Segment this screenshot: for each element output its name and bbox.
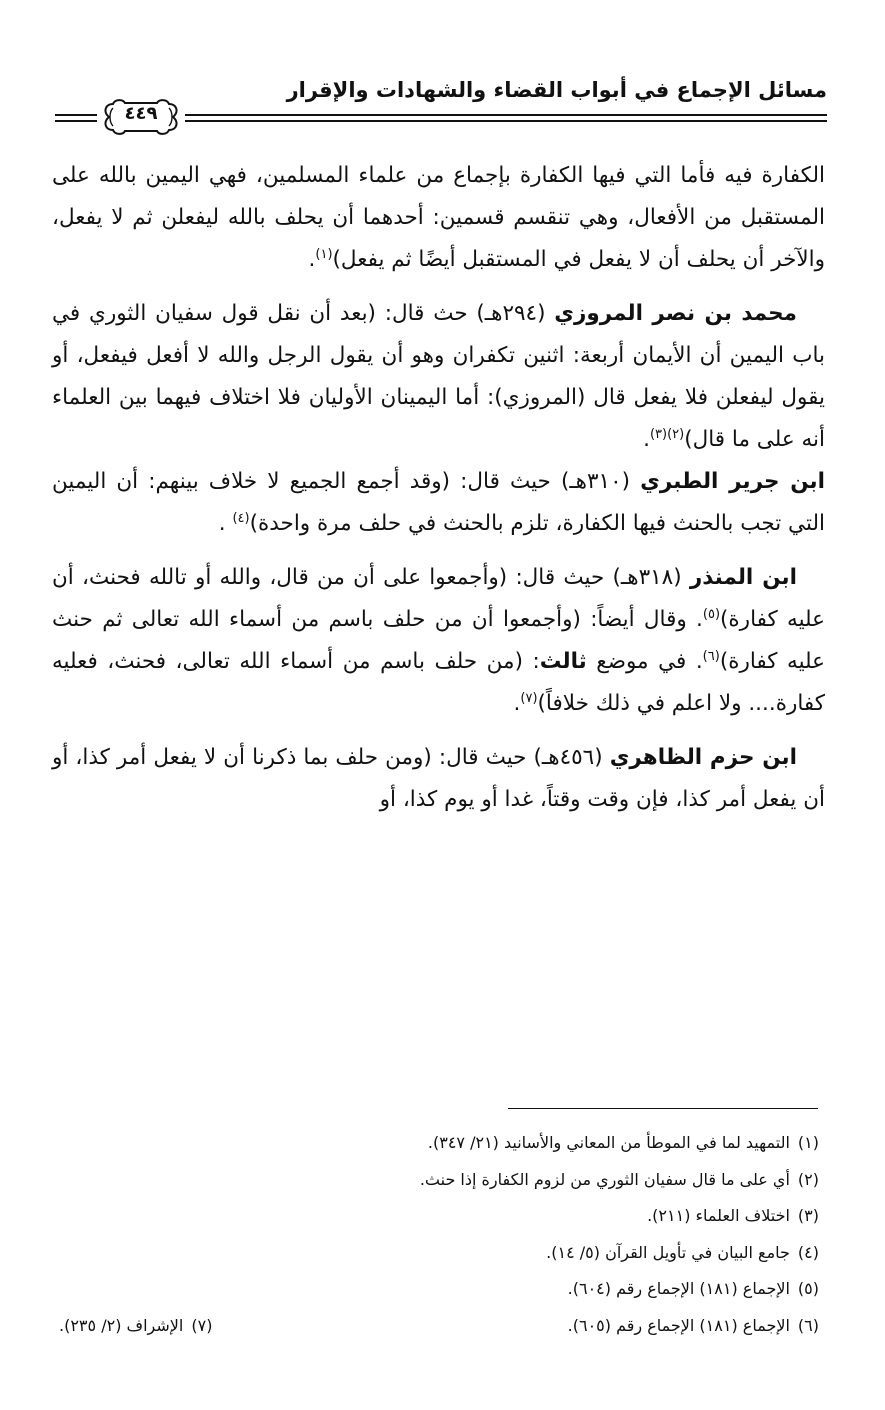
running-title: مسائل الإجماع في أبواب القضاء والشهادات والإقرار: [286, 78, 827, 102]
footnote-text: الإجماع (١٨١) الإجماع رقم (٦٠٤).: [567, 1279, 790, 1298]
footnote: [59, 1308, 212, 1345]
header-rule-left: [55, 114, 97, 116]
footnote-number: (٢): [797, 1169, 819, 1189]
scholar-name: ابن حزم الظاهري: [609, 745, 797, 770]
footnote: [59, 1271, 819, 1308]
footnote-text: أي على ما قال سفيان الثوري من لزوم الكفارة إذا حنث.: [419, 1169, 790, 1189]
bold-term: ثالث: [539, 649, 587, 674]
footnote-marker: (٢)(٣): [649, 426, 685, 442]
footnote-number: (٤): [797, 1242, 819, 1262]
paragraph-text: الكفارة فيه فأما التي فيها الكفارة بإجماع من علماء المسلمين، فهي اليمين بالله على المستقبل من الأفعال، وهي تنقسم قسمين: أحدهما أن يحلف بالله ليفعلن ثم لا يفعل، والآخر أن يحلف أن لا يفعل في المستقبل أيضًا ثم يفعل): [52, 163, 825, 272]
header-rule-left: [55, 120, 97, 122]
footnotes: [59, 1125, 819, 1344]
footnote-marker: (٥): [702, 606, 721, 622]
scholar-name: ابن المنذر: [689, 565, 797, 590]
footnote-text: جامع البيان في تأويل القرآن (٥/ ١٤).: [546, 1242, 790, 1262]
paragraph: [52, 461, 825, 545]
paragraph-text: (٣١٠هـ) حيث قال: (وقد أجمع الجميع لا خلاف بينهم: أن اليمين التي تجب بالحنث فيها الكفارة، تلزم بالحنث في حلف مرة واحدة): [52, 469, 825, 536]
footnote-text: الإجماع (١٨١) الإجماع رقم (٦٠٥).: [567, 1315, 790, 1335]
header-rule: [185, 114, 827, 116]
page-number-ornament: [99, 96, 183, 138]
paragraph-end: .: [308, 247, 316, 272]
paragraph-end: .: [218, 511, 233, 536]
paragraph: [52, 557, 825, 725]
footnote-marker: (٦): [702, 648, 720, 664]
paragraph-text: (٤٥٦هـ) حيث قال: (ومن حلف بما ذكرنا أن لا يفعل أمر كذا، أو أن يفعل أمر كذا، فإن وقت وقتاً، غدا أو يوم كذا، أو: [52, 745, 825, 812]
footnote-text: الإشراف (٢/ ٢٣٥).: [59, 1315, 184, 1335]
footnote-number: (٣): [797, 1206, 819, 1225]
footnote-separator: [508, 1108, 818, 1109]
paragraph: [52, 293, 825, 461]
paragraph-text: (٣١٨هـ) حيث قال: (وأجمعوا على أن من قال، والله أو تالله فحنث، أن عليه كفارة): [52, 565, 826, 632]
paragraph-text: : (من حلف باسم من أسماء الله تعالى، فحنث، فعليه كفارة.... ولا اعلم في ذلك خلافاً): [52, 649, 825, 716]
footnote-marker: (٤): [232, 510, 250, 526]
footnote-text: التمهيد لما في الموطأ من المعاني والأسانيد (٢١/ ٣٤٧).: [427, 1133, 790, 1152]
footnote-marker: (٧): [520, 690, 538, 706]
footnote: [59, 1162, 819, 1199]
paragraph-end: .: [643, 427, 650, 452]
footnote-marker: (١): [315, 246, 333, 262]
footnote: [59, 1308, 819, 1345]
scholar-name: ابن جرير الطبري: [640, 469, 825, 494]
footnote-number: (٥): [797, 1279, 819, 1298]
page-number: ٤٤٩: [124, 103, 158, 124]
paragraph: [52, 155, 825, 281]
paragraph-end: .: [513, 691, 521, 716]
paragraph-text: . وقال أيضاً: (وأجمعوا أن من حلف باسم من أسماء الله تعالى ثم حنث عليه كفارة): [52, 607, 826, 674]
footnote: [59, 1235, 819, 1272]
main-text: [52, 155, 825, 821]
footnote-number: (٦): [797, 1315, 819, 1335]
paragraph: [52, 737, 825, 821]
footnote-number: (١): [797, 1133, 819, 1152]
footnote: [59, 1125, 819, 1162]
paragraph-text: . في موضع: [586, 649, 703, 674]
footnote-text: اختلاف العلماء (٢١١).: [647, 1206, 790, 1225]
header-rule: [185, 120, 827, 122]
scholar-name: محمد بن نصر المروزي: [554, 301, 797, 326]
footnote: [59, 1198, 819, 1235]
footnote-number: (٧): [191, 1315, 213, 1335]
page-header: [55, 70, 827, 132]
paragraph-text: (٢٩٤هـ) حث قال: (بعد أن نقل قول سفيان الثوري في باب اليمين أن الأيمان أربعة: اثنين تكفران وهو أن يقول الرجل والله لا أفعل فيفعل، أو يقول ليفعلن فلا يفعل قال (المروزي): أما اليمينان الأوليان فلا اختلاف فيهما بين العلماء أنه على ما قال): [52, 301, 825, 452]
